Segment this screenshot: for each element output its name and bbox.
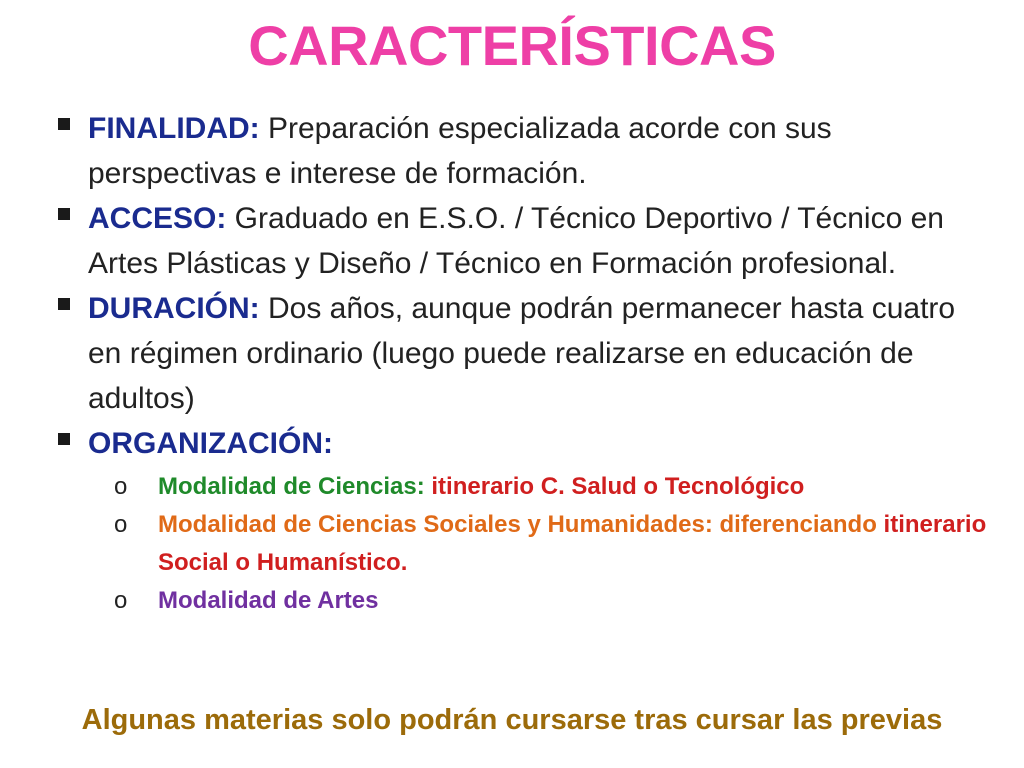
circle-bullet-icon: o [114,511,128,538]
modality-ciencias [114,468,988,506]
slide-title: CARACTERÍSTICAS [248,14,776,77]
modality-sociales [114,506,988,582]
bullet-label: DURACIÓN: [88,292,260,325]
modality-detail: itinerario Social o Humanístico. [158,511,987,576]
circle-bullet-icon: o [114,587,128,614]
bullet-text: Preparación especializada acorde con sus perspectivas e interese de formación. [88,112,832,190]
bullet-label: ORGANIZACIÓN: [88,427,333,460]
bullet-list [58,106,988,620]
bullet-text: Graduado en E.S.O. / Técnico Deportivo / Técnico en Artes Plásticas y Diseño / Técnico en Formación profesional. [88,202,944,280]
bullet-acceso [58,196,988,286]
modality-name: Modalidad de Ciencias Sociales y Humanidades: diferenciando [158,511,877,538]
bullet-duracion [58,286,988,421]
circle-bullet-icon: o [114,473,128,500]
modality-name: Modalidad de Ciencias: [158,473,425,500]
bullet-organizacion [58,421,988,466]
organization-list [114,468,988,620]
modality-detail: itinerario C. Salud o Tecnológico [424,473,805,500]
square-bullet-icon [58,298,70,310]
footer-note: Algunas materias solo podrán cursarse tras cursar las previas [81,704,943,736]
square-bullet-icon [58,433,70,445]
modality-artes [114,582,988,620]
bullet-text: Dos años, aunque podrán permanecer hasta cuatro en régimen ordinario (luego puede realizarse en educación de adultos) [88,292,956,415]
square-bullet-icon [58,208,70,220]
bullet-label: ACCESO: [88,202,227,235]
modality-name: Modalidad de Artes [158,587,379,614]
bullet-label: FINALIDAD: [88,112,260,145]
square-bullet-icon [58,118,70,130]
bullet-finalidad [58,106,988,196]
